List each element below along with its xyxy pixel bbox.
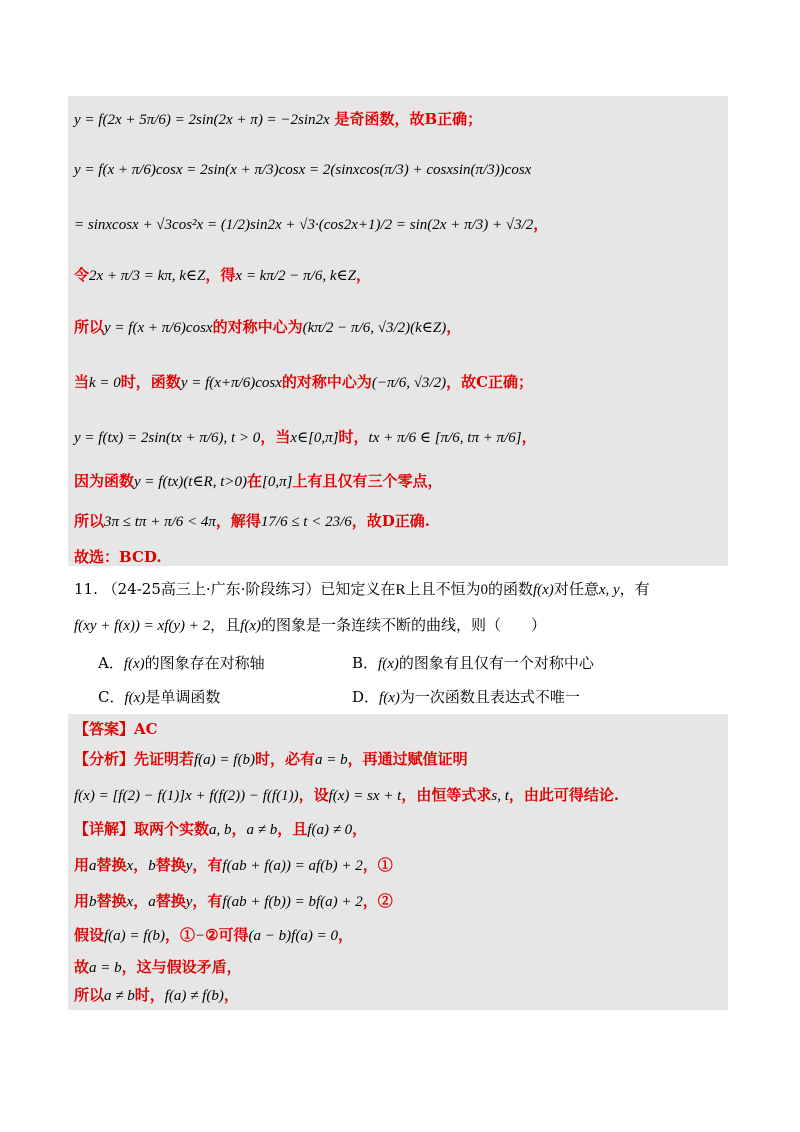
text: 令 (74, 266, 90, 284)
formula: s, t (491, 788, 509, 804)
text: 上有且仅有三个零点， (292, 472, 443, 490)
text: ，由此可得结论. (508, 786, 620, 804)
text: 【分析】先证明若 (74, 750, 195, 768)
text: 因为函数 (74, 472, 135, 490)
text: 时，必有 (254, 750, 315, 768)
option-text: 是单调函数 (145, 688, 221, 706)
solution-line-3 (74, 213, 740, 236)
text: 【详解】取两个实数 (74, 820, 210, 838)
text: ， (231, 820, 247, 838)
option-b[interactable] (352, 652, 594, 675)
analysis-line-1 (74, 748, 740, 771)
formula: f(x) (240, 618, 261, 634)
text: 所以 (74, 986, 105, 1004)
formula: k = 0 (89, 375, 121, 391)
formula: a = b (89, 960, 122, 976)
text: ，有 (192, 856, 223, 874)
formula: f(x) (124, 690, 146, 706)
text: 时， (134, 986, 165, 1004)
analysis-line-2 (74, 784, 740, 807)
detail-line-1 (74, 818, 740, 841)
formula: y (185, 858, 193, 874)
solution-line-2 (74, 158, 740, 181)
text: ，有 (192, 892, 223, 910)
solution-line-7 (74, 426, 740, 449)
text: ，有 (619, 580, 650, 598)
formula: b (148, 858, 156, 874)
option-text: 的图象存在对称轴 (144, 654, 265, 672)
text: ，② (362, 892, 393, 910)
text: 时，函数 (120, 373, 181, 391)
option-c[interactable] (98, 686, 220, 709)
text: ②可得 (205, 926, 249, 944)
option-label: A． (98, 654, 124, 672)
solution-line-9 (74, 510, 740, 533)
text: 替换 (155, 856, 186, 874)
text: ， (355, 266, 371, 284)
question-number: 11. (74, 580, 98, 598)
option-label: B． (352, 654, 379, 672)
question-source: （24-25高三上·广东·阶段练习） (102, 580, 321, 598)
formula: R (395, 582, 406, 598)
text: ， (223, 986, 239, 1004)
option-text: 为一次函数且表达式不唯一 (399, 688, 580, 706)
formula: f(a) = f(b) (104, 928, 165, 944)
formula: a (148, 894, 156, 910)
detail-line-6 (74, 984, 740, 1007)
detail-line-4 (74, 924, 740, 947)
detail-line-3 (74, 890, 740, 913)
formula: y = f(x+π/6)cosx (180, 375, 282, 391)
formula: f(x) = sx + t (328, 788, 402, 804)
text: ，解得 (215, 512, 261, 530)
text: ， (133, 856, 149, 874)
formula: x∈[0,π] (290, 430, 339, 446)
formula: f(x) (532, 582, 554, 598)
formula: x = kπ/2 − π/6, k∈Z (235, 268, 356, 284)
formula: f(x) = [f(2) − f(1)]x + f(f(2)) − f(f(1)) (74, 788, 299, 804)
text: ，这与假设矛盾， (121, 958, 242, 976)
text: 当 (74, 373, 90, 391)
formula: a (89, 858, 97, 874)
answer-line (74, 718, 740, 740)
text: 用 (74, 892, 90, 910)
option-label: D． (352, 688, 380, 706)
text: ，① (362, 856, 393, 874)
solution-line-5 (74, 316, 740, 339)
text: 故选：BCD. (74, 548, 162, 566)
option-text: 的图象有且仅有一个对称中心 (398, 654, 594, 672)
text: ，且 (277, 820, 308, 838)
formula: f(a) ≠ 0 (307, 822, 353, 838)
formula: y = f(2x + 5π/6) = 2sin(2x + π) = −2sin2x (74, 112, 330, 128)
text: ， (521, 428, 537, 446)
text: ， (337, 926, 353, 944)
text: ，由恒等式求 (401, 786, 492, 804)
question-line-1 (74, 578, 740, 601)
formula: y = f(x + π/6)cosx (104, 320, 213, 336)
formula: f(x) (123, 656, 145, 672)
option-label: C． (98, 688, 125, 706)
solution-line-4 (74, 264, 740, 287)
text: 时， (338, 428, 369, 446)
formula: f(x) (379, 690, 400, 706)
text: ，故D正确. (351, 512, 430, 530)
formula: x (126, 894, 134, 910)
formula: (kπ/2 − π/6, √3/2)(k∈Z) (302, 320, 447, 336)
formula: = sinxcosx + √3cos²x = (1/2)sin2x + √3·(cos2x+1)/2 = sin(2x + π/3) + √3/2 (74, 217, 534, 233)
text: 替换 (96, 892, 127, 910)
text: ， (133, 892, 149, 910)
text: ， (352, 820, 368, 838)
text: ，故C正确； (446, 373, 534, 391)
solution-line-1 (74, 108, 740, 131)
text: 用 (74, 856, 90, 874)
option-d[interactable] (352, 686, 580, 709)
text: ， (446, 318, 462, 336)
text: 假设 (74, 926, 105, 944)
answer-text: 【答案】AC (74, 720, 158, 738)
formula: a = b (314, 752, 348, 768)
formula: y = f(x + π/6)cosx = 2sin(x + π/3)cosx = 2(sinxcos(π/3) + cosxsin(π/3))cosx (74, 162, 532, 178)
solution-conclusion (74, 546, 740, 568)
formula: y = f(tx)(t∈R, t>0) (134, 474, 247, 490)
formula: a ≠ b (246, 822, 278, 838)
formula: 3π ≤ tπ + π/6 < 4π (104, 514, 216, 530)
formula: x (126, 858, 134, 874)
formula: f(x) (378, 656, 399, 672)
text: 在 (247, 472, 263, 490)
text: 所以 (74, 512, 105, 530)
formula: f(a) ≠ f(b) (164, 988, 224, 1004)
text: 上且不恒为 (405, 580, 481, 598)
text: ，且 (210, 616, 241, 634)
formula: (−π/6, √3/2) (371, 375, 447, 391)
solution-line-6 (74, 371, 740, 394)
formula: a, b (209, 822, 232, 838)
text: 的对称中心为 (281, 373, 372, 391)
formula: − (194, 928, 206, 944)
text: 替换 (155, 892, 186, 910)
detail-line-5 (74, 956, 740, 979)
formula: f(ab + f(a)) = af(b) + 2 (222, 858, 363, 874)
punct: ， (533, 215, 549, 233)
formula: 17/6 ≤ t < 23/6 (260, 514, 352, 530)
text: 所以 (74, 318, 105, 336)
text: ，① (164, 926, 195, 944)
text: 对任意 (553, 580, 599, 598)
text: 的函数 (487, 580, 533, 598)
question-line-2 (74, 614, 740, 637)
text: ，设 (298, 786, 329, 804)
formula: 0 (480, 582, 488, 598)
text: ，再通过赋值证明 (347, 750, 468, 768)
text: 的图象是一条连续不断的曲线，则（ ） (260, 616, 546, 634)
formula: [0,π] (262, 474, 293, 490)
solution-text: 是奇函数，故B正确； (334, 110, 483, 128)
text: ，当 (260, 428, 291, 446)
solution-line-8 (74, 470, 740, 493)
formula: f(a) = f(b) (194, 752, 255, 768)
formula: f(ab + f(b)) = bf(a) + 2 (222, 894, 363, 910)
formula: x, y (598, 582, 620, 598)
formula: tx + π/6 ∈ [π/6, tπ + π/6] (368, 430, 522, 446)
text: 故 (74, 958, 90, 976)
text: ，得 (205, 266, 236, 284)
formula: 2x + π/3 = kπ, k∈Z (89, 268, 206, 284)
text: 替换 (96, 856, 127, 874)
formula: b (89, 894, 97, 910)
formula: y = f(tx) = 2sin(tx + π/6), t > 0 (74, 430, 261, 446)
formula: y (185, 894, 193, 910)
text: 的对称中心为 (212, 318, 303, 336)
formula: a ≠ b (104, 988, 135, 1004)
formula: (a − b)f(a) = 0 (248, 928, 338, 944)
detail-line-2 (74, 854, 740, 877)
text: 已知定义在 (320, 580, 396, 598)
formula: f(xy + f(x)) = xf(y) + 2 (74, 618, 211, 634)
option-a[interactable] (98, 652, 265, 675)
